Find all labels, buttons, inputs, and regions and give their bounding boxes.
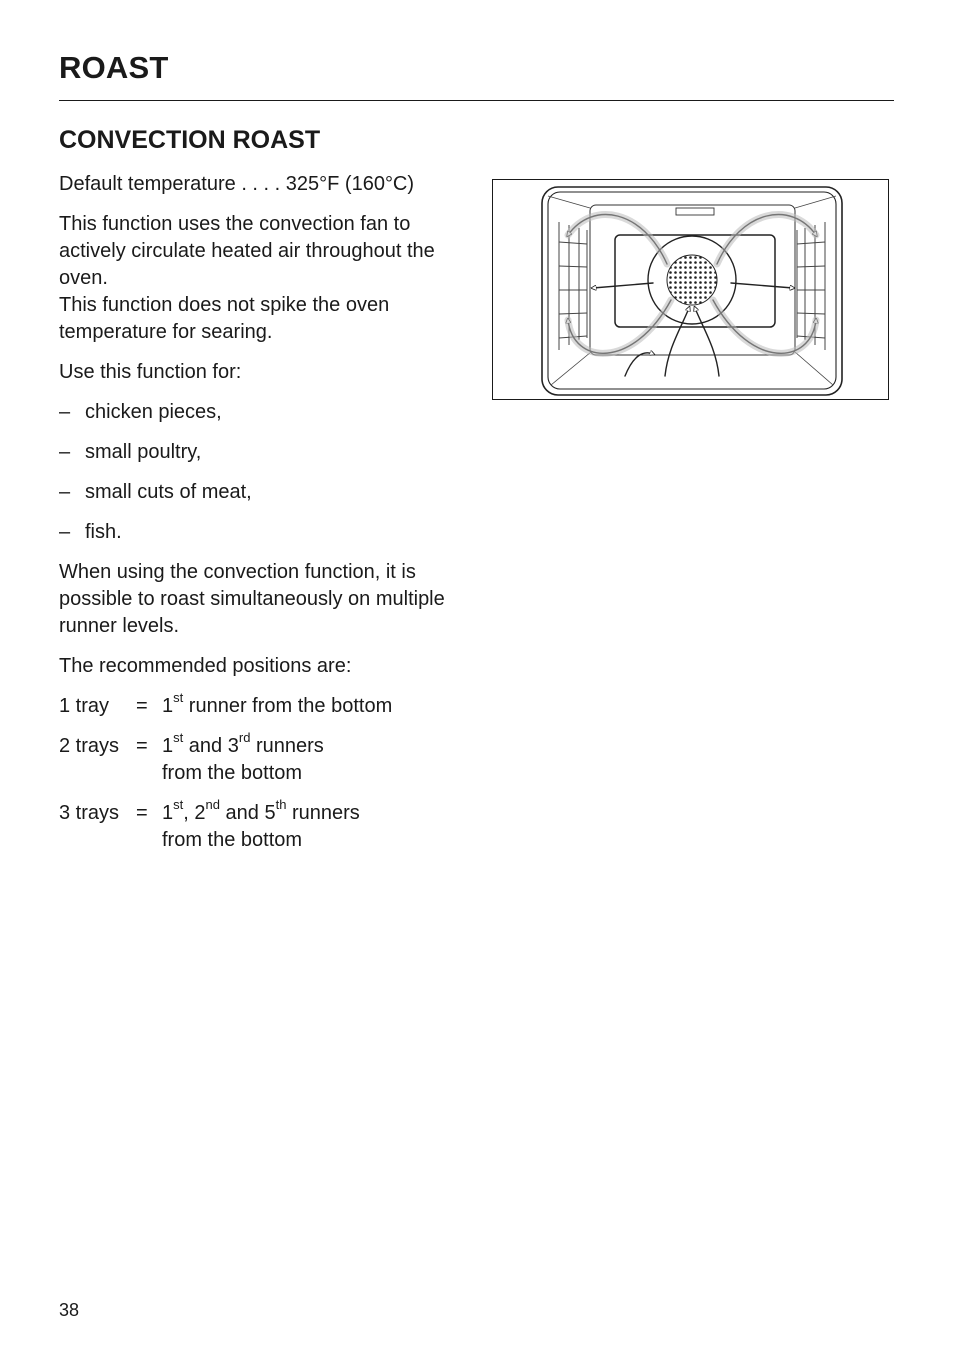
equals-sign: =	[136, 735, 148, 757]
list-item	[59, 479, 469, 506]
list-dash: –	[59, 401, 71, 423]
list-item-text: small poultry,	[85, 441, 202, 463]
position-label: 2 trays	[59, 735, 120, 757]
page-title: ROAST	[59, 50, 169, 85]
position-value	[162, 690, 469, 720]
title-divider	[59, 100, 894, 101]
position-text: from the bottom	[162, 762, 303, 784]
position-value	[162, 730, 469, 787]
position-text: runner from the bottom	[183, 695, 393, 717]
position-text: from the bottom	[162, 829, 303, 851]
position-row-2-trays	[59, 730, 469, 787]
page-number: 38	[59, 1300, 80, 1320]
ordinal-suffix: st	[173, 797, 184, 813]
position-value	[162, 797, 469, 854]
list-item	[59, 439, 469, 466]
ordinal-suffix: st	[173, 690, 184, 706]
top-element	[676, 208, 714, 215]
ordinal-suffix: st	[173, 730, 184, 746]
intro-paragraph-1: This function uses the convection fan to actively circulate heated air throughout the oven.	[59, 213, 435, 289]
list-dash: –	[59, 441, 71, 463]
runner-number: 1	[162, 695, 174, 717]
multi-level-paragraph: When using the convection function, it is possible to roast simultaneously on multiple runner levels.	[59, 561, 445, 637]
ordinal-suffix: nd	[205, 797, 220, 813]
position-text: and 3	[183, 735, 239, 757]
use-for-intro: Use this function for:	[59, 361, 242, 383]
list-item	[59, 399, 469, 426]
position-text: , 2	[183, 802, 206, 824]
position-text: runners	[286, 802, 360, 824]
oven-airflow-drawing	[493, 180, 890, 401]
position-text: runners	[250, 735, 324, 757]
runner-number: 1	[162, 735, 174, 757]
ordinal-suffix: th	[275, 797, 287, 813]
position-row-1-tray	[59, 690, 469, 720]
position-label: 1 tray	[59, 695, 110, 717]
body-text-column	[59, 171, 469, 867]
position-row-3-trays	[59, 797, 469, 854]
fan-grille	[667, 255, 717, 305]
position-text: and 5	[219, 802, 276, 824]
equals-sign: =	[136, 802, 148, 824]
ordinal-suffix: rd	[238, 730, 251, 746]
equals-sign: =	[136, 695, 148, 717]
default-temperature: Default temperature . . . . 325°F (160°C)	[59, 173, 415, 195]
list-dash: –	[59, 481, 71, 503]
list-dash: –	[59, 521, 71, 543]
list-item-text: chicken pieces,	[85, 401, 222, 423]
section-title: CONVECTION ROAST	[59, 126, 321, 154]
position-label: 3 trays	[59, 802, 120, 824]
oven-airflow-illustration	[492, 179, 889, 400]
list-item-text: fish.	[85, 521, 122, 543]
list-item-text: small cuts of meat,	[85, 481, 252, 503]
positions-intro: The recommended positions are:	[59, 655, 352, 677]
runner-number: 1	[162, 802, 174, 824]
intro-paragraph-2: This function does not spike the oven temperature for searing.	[59, 294, 390, 343]
list-item	[59, 519, 469, 546]
